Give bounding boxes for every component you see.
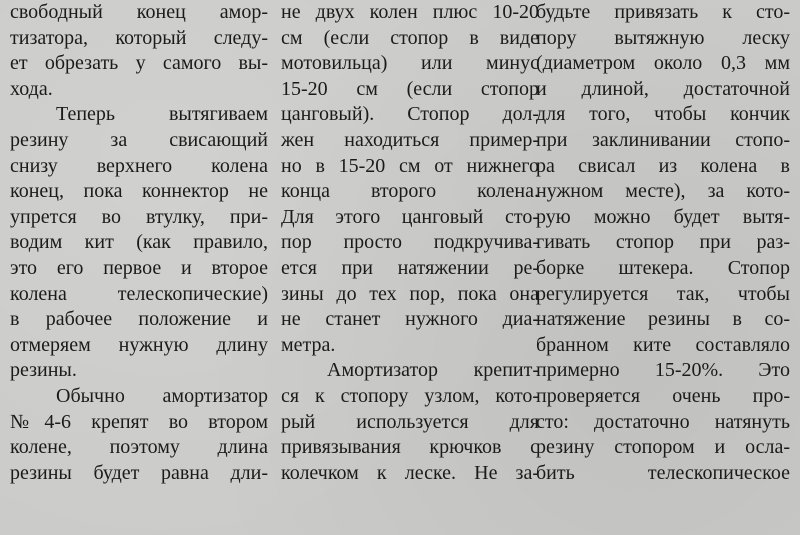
- text-line: бить телескопическое: [536, 461, 790, 484]
- text-line: Для этого цанговый сто-: [281, 205, 539, 228]
- text-line: рую можно будет вытя-: [536, 205, 790, 228]
- text-line: не двух колен плюс 10-20: [281, 1, 539, 23]
- text-line: сто: достаточно натянуть: [536, 410, 790, 433]
- text-line: жен находиться пример-: [281, 128, 539, 151]
- text-line: Теперь вытягиваем: [56, 103, 268, 126]
- text-column-3: [536, 0, 790, 486]
- text-line: конца второго колена.: [281, 180, 539, 203]
- text-line: и длиной, достаточной: [536, 77, 790, 100]
- text-line: борке штекера. Стопор: [536, 256, 790, 279]
- text-line: нужном месте), за кото-: [536, 180, 790, 203]
- text-line: колене, поэтому длина: [10, 436, 268, 459]
- text-line: Амортизатор крепит-: [327, 359, 539, 382]
- text-line: упрется во втулку, при-: [10, 205, 268, 228]
- text-line: но в 15-20 см от нижнего: [281, 154, 539, 177]
- text-line: Обычно амортизатор: [56, 384, 268, 407]
- text-column-1: [10, 0, 268, 486]
- text-line: ется при натяжении ре-: [281, 256, 539, 279]
- text-line: в рабочее положение и: [10, 308, 268, 331]
- text-line: снизу верхнего колена: [10, 154, 268, 177]
- text-line: хода.: [10, 77, 53, 100]
- text-line: ет обрезать у самого вы-: [10, 52, 268, 75]
- text-line: при заклинивании стопо-: [536, 128, 790, 151]
- text-line: натяжение резины в со-: [536, 308, 790, 331]
- text-line: это его первое и второе: [10, 256, 268, 279]
- text-line: конец, пока коннектор не: [10, 180, 268, 203]
- text-line: проверяется очень про-: [536, 384, 790, 407]
- text-line: зины до тех пор, пока она: [281, 282, 539, 305]
- text-line: привязывания крючков с: [281, 436, 539, 459]
- text-line: свободный конец амор-: [10, 1, 268, 23]
- text-line: пору вытяжную леску: [536, 26, 790, 49]
- text-line: примерно 15-20%. Это: [536, 359, 790, 382]
- text-line: 15-20 см (если стопор: [281, 77, 539, 100]
- text-line: гивать стопор при раз-: [536, 231, 790, 254]
- text-line: не станет нужного диа-: [281, 308, 539, 331]
- text-line: резину за свисающий: [10, 128, 268, 151]
- text-column-2: [281, 0, 539, 486]
- text-line: мотовильца) или минус: [281, 52, 539, 75]
- text-line: водим кит (как правило,: [10, 231, 268, 254]
- text-line: резины будет равна дли-: [10, 461, 268, 484]
- text-line: метра.: [281, 333, 336, 356]
- text-line: ра свисал из колена в: [536, 154, 790, 177]
- text-line: (диаметром около 0,3 мм: [536, 52, 790, 75]
- text-line: резину стопором и осла-: [536, 436, 790, 459]
- text-line: будьте привязать к сто-: [536, 1, 790, 23]
- text-line: см (если стопор в виде: [281, 26, 539, 49]
- text-line: тизатора, который следу-: [10, 26, 268, 49]
- text-line: резины.: [10, 359, 77, 382]
- text-line: рый используется для: [281, 410, 539, 433]
- text-line: регулируется так, чтобы: [536, 282, 790, 305]
- text-line: ся к стопору узлом, кото-: [281, 384, 539, 407]
- text-line: №4-6 крепят во втором: [10, 410, 268, 433]
- text-line: колена телескопические): [10, 282, 268, 305]
- text-line: отмеряем нужную длину: [10, 333, 268, 356]
- text-line: пор просто подкручива-: [281, 231, 539, 254]
- text-line: колечком к леске. Не за-: [281, 461, 539, 484]
- text-line: бранном ките составляло: [536, 333, 790, 356]
- text-line: для того, чтобы кончик: [536, 103, 790, 126]
- text-line: цанговый). Стопор дол-: [281, 103, 539, 126]
